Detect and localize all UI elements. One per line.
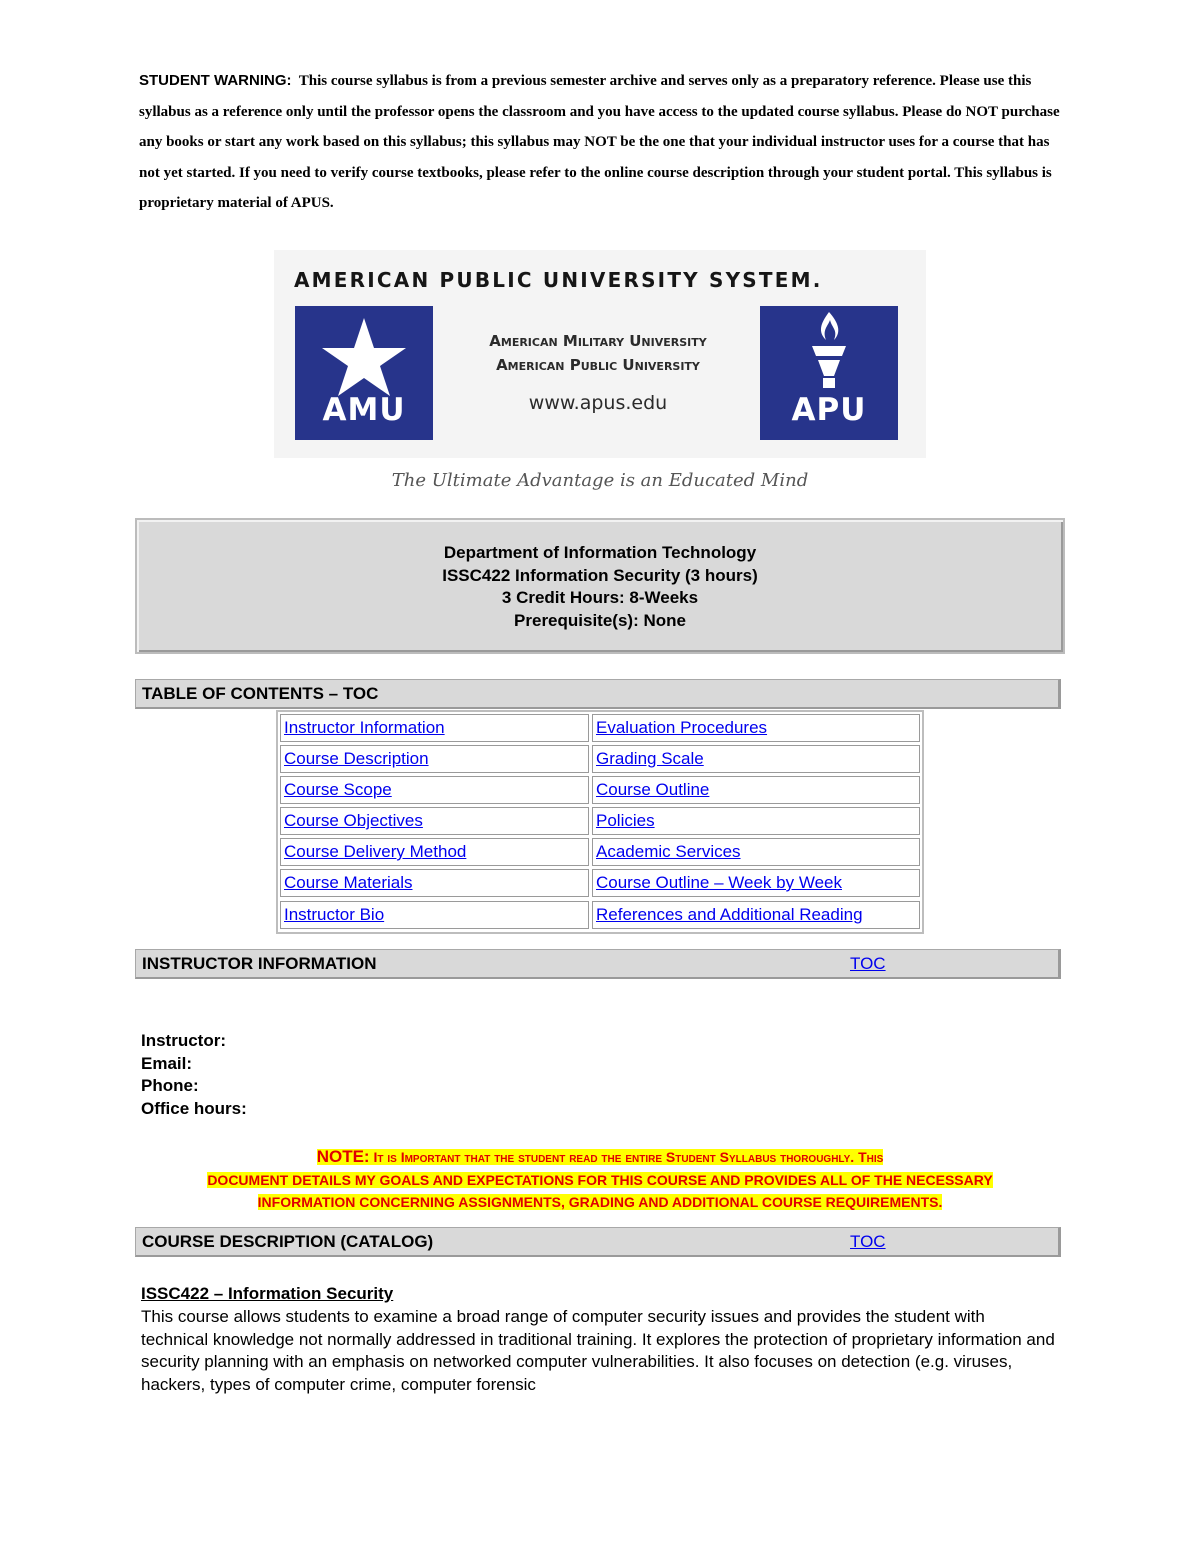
course-header-box [135, 518, 1065, 654]
toc-cell [280, 838, 589, 866]
toc-cell [280, 807, 589, 835]
toc-link-course-outline-week-by-week[interactable]: Course Outline – Week by Week [596, 873, 842, 892]
student-warning [139, 66, 1061, 219]
toc-cell [280, 776, 589, 804]
phone-label: Phone: [141, 1076, 199, 1096]
toc-cell [280, 714, 589, 742]
toc-cell [592, 901, 920, 929]
toc-link-course-delivery-method[interactable]: Course Delivery Method [284, 842, 467, 861]
university-logo [274, 250, 926, 458]
logo-line-1: American Military University [489, 332, 707, 350]
instructor-fields [141, 1030, 247, 1120]
apu-seal-text: APU [791, 392, 867, 428]
toc-link-academic-services[interactable]: Academic Services [596, 842, 741, 861]
office-hours-label: Office hours: [141, 1098, 247, 1118]
note-line-1: It is Important that the student read the entire Student Syllabus thoroughly. This [373, 1149, 884, 1165]
toc-table [276, 710, 924, 934]
logo-title: AMERICAN PUBLIC UNIVERSITY SYSTEM. [294, 268, 823, 292]
toc-link-course-outline[interactable]: Course Outline [596, 780, 710, 799]
logo-url: www.apus.edu [528, 392, 668, 414]
course-description-text: This course allows students to examine a broad range of computer security issues and provides the student with technical knowledge not normally addressed in traditional training. It explores the protection of proprietary information and security planning with an emphasis on networked computer vulnerabilities. It also focuses on detection (e.g. viruses, hackers, types of computer crime, computer forensic [141, 1307, 1055, 1394]
instructor-info-bar [135, 949, 1061, 979]
toc-link-instructor-information[interactable]: Instructor Information [284, 718, 445, 737]
tagline: The Ultimate Advantage is an Educated Mind [391, 470, 809, 491]
star-icon [295, 310, 433, 400]
apu-seal [760, 306, 898, 440]
toc-cell [592, 745, 920, 773]
course-title: ISSC422 Information Security (3 hours) [442, 565, 758, 585]
toc-link-course-scope[interactable]: Course Scope [284, 780, 392, 799]
toc-link-policies[interactable]: Policies [596, 811, 655, 830]
note-line-3: INFORMATION CONCERNING ASSIGNMENTS, GRADING AND ADDITIONAL COURSE REQUIREMENTS. [257, 1194, 943, 1211]
amu-seal [295, 306, 433, 440]
toc-cell [592, 807, 920, 835]
toc-cell [280, 901, 589, 929]
toc-link-course-description[interactable]: Course Description [284, 749, 429, 768]
email-label: Email: [141, 1053, 193, 1073]
syllabus-note [150, 1146, 1050, 1214]
instructor-toc-link[interactable]: TOC [850, 954, 886, 973]
note-label: NOTE: [316, 1147, 370, 1166]
instructor-label: Instructor: [141, 1031, 226, 1050]
course-heading: ISSC422 – Information Security [141, 1284, 394, 1303]
toc-cell [592, 869, 920, 897]
department-name: Department of Information Technology [443, 543, 757, 562]
toc-link-evaluation-procedures[interactable]: Evaluation Procedures [596, 718, 768, 737]
toc-link-grading-scale[interactable]: Grading Scale [596, 749, 704, 768]
instructor-info-title: INSTRUCTOR INFORMATION [142, 954, 377, 973]
warning-text: This course syllabus is from a previous semester archive and serves only as a preparatory reference. Please use this syllabus as a reference only until the professor opens the classroom and you have access to the updated course syllabus. Please do NOT purchase any books or start any work based on this syllabus; this syllabus may NOT be the one that your individual instructor uses for a course that has not yet started. If you need to verify course textbooks, please refer to the online course description through your student portal. This syllabus is proprietary material of APUS. [139, 73, 1060, 212]
toc-link-instructor-bio[interactable]: Instructor Bio [284, 905, 385, 924]
toc-cell [592, 714, 920, 742]
course-description-bar [135, 1227, 1061, 1257]
toc-header-bar [135, 679, 1061, 709]
credit-hours: 3 Credit Hours: 8-Weeks [501, 588, 699, 608]
toc-link-course-objectives[interactable]: Course Objectives [284, 811, 423, 830]
toc-cell [592, 838, 920, 866]
toc-link-course-materials[interactable]: Course Materials [284, 873, 413, 892]
course-description-title: COURSE DESCRIPTION (CATALOG) [142, 1232, 434, 1251]
toc-cell [280, 745, 589, 773]
logo-line-2: American Public University [496, 356, 700, 374]
toc-cell [280, 869, 589, 897]
note-line-2: DOCUMENT DETAILS MY GOALS AND EXPECTATIONS FOR THIS COURSE AND PROVIDES ALL OF THE NECESSARY [207, 1171, 993, 1188]
torch-icon [760, 306, 898, 396]
amu-seal-text: AMU [322, 392, 406, 428]
toc-link-references[interactable]: References and Additional Reading [596, 905, 863, 924]
course-description-toc-link[interactable]: TOC [850, 1232, 886, 1251]
warning-lead: STUDENT WARNING: [139, 72, 292, 89]
toc-title: TABLE OF CONTENTS – TOC [142, 684, 379, 703]
toc-cell [592, 776, 920, 804]
prerequisites: Prerequisite(s): None [514, 610, 686, 630]
